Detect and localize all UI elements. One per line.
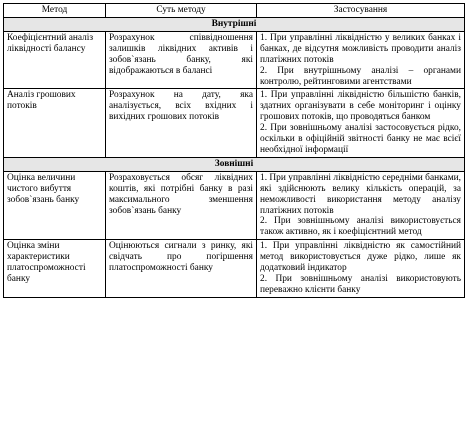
section-title: Зовнішні <box>4 157 465 171</box>
column-header-application: Застосування <box>257 4 465 18</box>
essence-cell: Розрахунок на дату, яка аналізується, всіх вхідних і вихідних грошових потоків <box>106 89 257 157</box>
column-header-essence: Суть методу <box>106 4 257 18</box>
application-item: 2. При зовнішньому аналізі використовується також активно, як і коефіцієнтний метод <box>260 216 461 238</box>
liquidity-methods-table <box>3 3 465 298</box>
table-header-row <box>4 4 465 18</box>
method-cell: Оцінка величини чистого вибуття зобов`язань банку <box>4 171 106 239</box>
application-item: 1. При управлінні ліквідністю як самостійний метод використовується дуже рідко, лише як додатковий індикатор <box>260 241 461 274</box>
section-title: Внутрішні <box>4 18 465 32</box>
application-cell <box>257 31 465 89</box>
table-row <box>4 31 465 89</box>
method-cell: Оцінка зміни характеристики платоспроможності банку <box>4 240 106 298</box>
application-item: 1. При управлінні ліквідністю у великих банках і банках, де відсутня можливість проводити аналіз платіжних потоків <box>260 32 461 65</box>
application-item: 2. При внутрішньому аналізі – органами контролю, рейтинговими агентствами <box>260 65 461 87</box>
section-row-internal <box>4 18 465 32</box>
application-cell <box>257 171 465 239</box>
application-item: 2. При зовнішньому аналізі використовують переважно клієнти банку <box>260 273 461 295</box>
table-row <box>4 240 465 298</box>
essence-cell: Розрахунок співвідношення залишків ліквідних активів і зобов`язань банку, які відображаються в балансі <box>106 31 257 89</box>
method-cell: Аналіз грошових потоків <box>4 89 106 157</box>
essence-cell: Розраховується обсяг ліквідних коштів, які потрібні банку в разі максимального зменшення зобов`язань банку <box>106 171 257 239</box>
column-header-method: Метод <box>4 4 106 18</box>
application-item: 1. При управлінні ліквідністю більшістю банків, здатних організувати в себе моніторинг і оцінку грошових потоків, що проводяться банком <box>260 90 461 123</box>
application-item: 2. При зовнішньому аналізі застосовується рідко, оскільки в офіційній звітності банку не має всієї необхідної інформації <box>260 123 461 155</box>
section-row-external <box>4 157 465 171</box>
application-cell <box>257 89 465 157</box>
method-cell: Коефіцієнтний аналіз ліквідності балансу <box>4 31 106 89</box>
application-cell <box>257 240 465 298</box>
table-row <box>4 171 465 239</box>
application-item: 1. При управлінні ліквідністю середніми банками, які здійснюють велику кількість операцій, за неможливості використання методу аналізу платіжних потоків <box>260 172 461 216</box>
table-row <box>4 89 465 157</box>
essence-cell: Оцінюються сигнали з ринку, які свідчать про погіршення платоспроможності банку <box>106 240 257 298</box>
